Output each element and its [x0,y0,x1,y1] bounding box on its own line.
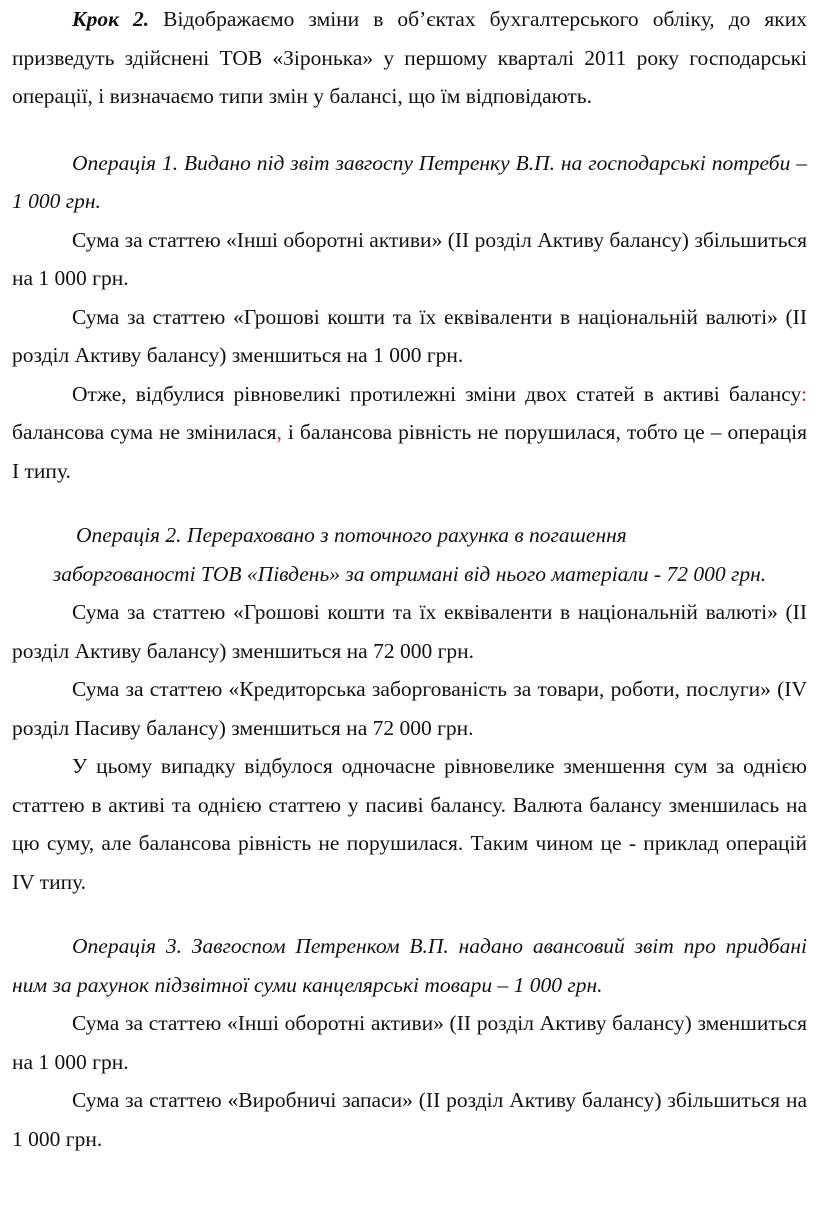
operation-1-conclusion [12,375,807,491]
conclusion-part-3: і балансова рівність не порушилася, тобто це – операція I типу. [12,420,807,483]
conclusion-comma: , [276,420,282,444]
step-paragraph [12,0,807,116]
operation-1-paragraph-1: Сума за статтею «Інші оборотні активи» (II розділ Активу балансу) збільшиться на 1 000 грн. [12,227,807,290]
operation-2-title-line-1: Операція 2. Перераховано з поточного рахунка в погашення [76,523,627,547]
operation-1-title: Операція 1. Видано під звіт завгоспу Петренку В.П. на господарські потреби – 1 000 грн. [12,150,807,213]
conclusion-colon: : [801,381,807,406]
operation-3-paragraph-2: Сума за статтею «Виробничі запаси» (II розділ Активу балансу) збільшиться на 1 000 грн. [12,1088,807,1151]
operation-2-paragraph-1: Сума за статтею «Грошові кошти та їх еквіваленти в національній валюті» (II розділ Активу балансу) зменшиться на 72 000 грн. [12,600,807,663]
step-label: Крок 2. [72,7,150,31]
conclusion-part-2: балансова сума не змінилася [12,420,277,444]
operation-3-title: Операція 3. Завгоспом Петренком В.П. надано авансовий звіт про придбані ним за рахунок підзвітної суми канцелярські товари – 1 000 грн. [12,934,807,997]
operation-2-paragraph-2: Сума за статтею «Кредиторська заборгованість за товари, роботи, послуги» (IV розділ Пасиву балансу) зменшиться на 72 000 грн. [12,677,807,740]
operation-3-paragraph-1: Сума за статтею «Інші оборотні активи» (II розділ Активу балансу) зменшиться на 1 000 грн. [12,1011,807,1074]
operation-2-paragraph-3: У цьому випадку відбулося одночасне рівновелике зменшення сум за однією статтею в активі та однією статтею у пасиві балансу. Валюта балансу зменшилась на цю суму, але балансова рівність не порушилася. Таким чином це - приклад операцій IV типу. [12,754,807,894]
step-text: Відображаємо зміни в об’єктах бухгалтерського обліку, до яких призведуть здійснені ТОВ «Зіронька» у першому кварталі 2011 року господарські операції, і визначаємо типи змін у балансі, що їм відповідають. [12,7,807,108]
operation-2-title-line-2: заборгованості ТОВ «Південь» за отримані від нього матеріали - 72 000 грн. [52,561,767,586]
conclusion-part-1: Отже, відбулися рівновеликі протилежні зміни двох статей в активі балансу [72,381,802,406]
operation-1-paragraph-2: Сума за статтею «Грошові кошти та їх еквіваленти в національній валюті» (II розділ Активу балансу) зменшиться на 1 000 грн. [12,304,807,367]
